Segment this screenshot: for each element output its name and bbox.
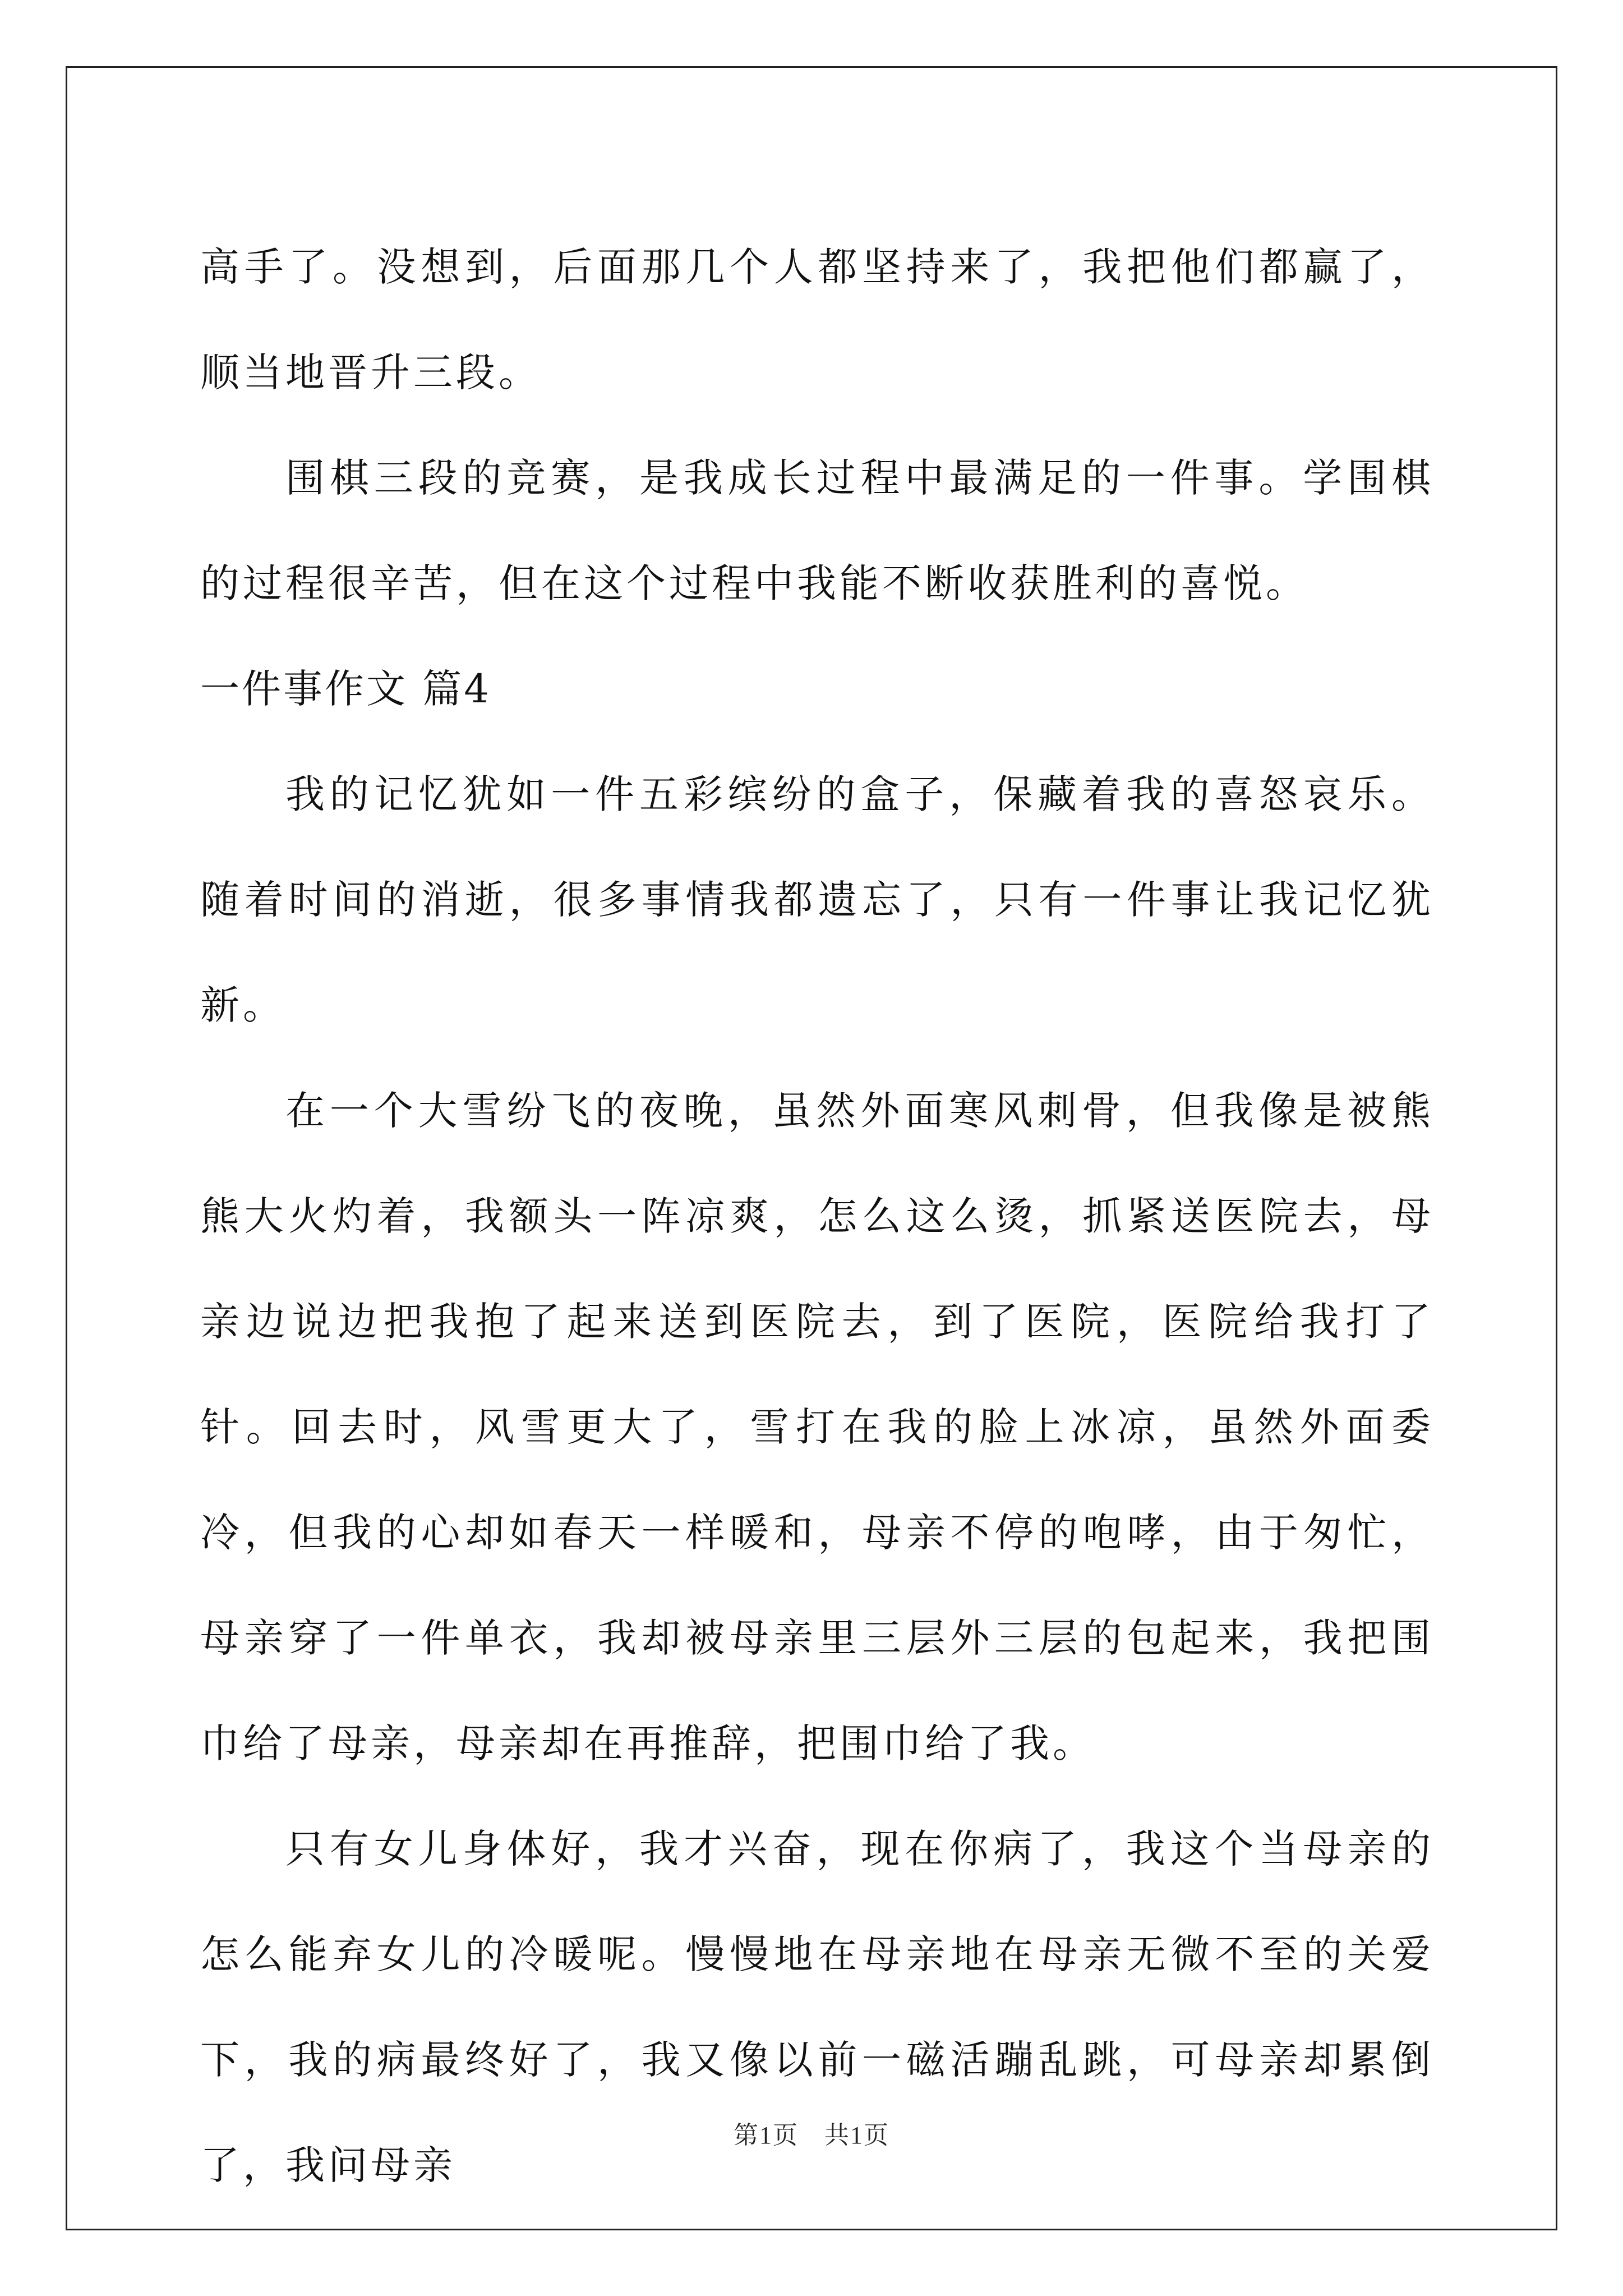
paragraph-1: 高手了。没想到，后面那几个人都坚持来了，我把他们都赢了，顺当地晋升三段。: [200, 244, 1434, 395]
paragraph-4: 在一个大雪纷飞的夜晚，虽然外面寒风刺骨，但我像是被熊熊大火灼着，我额头一阵凉爽，怎么这么烫，抓紧送医院去，母亲边说边把我抱了起来送到医院去，到了医院，医院给我打了针。回去时，风雪更大了，雪打在我的脸上冰凉，虽然外面委冷，但我的心却如春天一样暖和，母亲不停的咆哮，由于匆忙，母亲穿了一件单衣，我却被母亲里三层外三层的包起来，我把围巾给了母亲，母亲却在再推辞，把围巾给了我。: [200, 1088, 1434, 1766]
paragraph-5: 只有女儿身体好，我才兴奋，现在你病了，我这个当母亲的怎么能弃女儿的冷暖呢。慢慢地在母亲地在母亲无微不至的关爱下，我的病最终好了，我又像以前一磁活蹦乱跳，可母亲却累倒了，我问母亲: [200, 1826, 1434, 2188]
page-number: 第1页: [734, 2122, 799, 2149]
document-body: [200, 214, 1434, 2218]
page-footer: [0, 2115, 1623, 2151]
paragraph-3: 我的记忆犹如一件五彩缤纷的盒子，保藏着我的喜怒哀乐。随着时间的消逝，很多事情我都遗忘了，只有一件事让我记忆犹新。: [200, 771, 1434, 1028]
section-heading: 一件事作文 篇4: [200, 666, 491, 712]
page-total: 共1页: [824, 2122, 889, 2149]
paragraph-2: 围棋三段的竞赛，是我成长过程中最满足的一件事。学围棋的过程很辛苦，但在这个过程中我能不断收获胜利的喜悦。: [200, 455, 1434, 606]
